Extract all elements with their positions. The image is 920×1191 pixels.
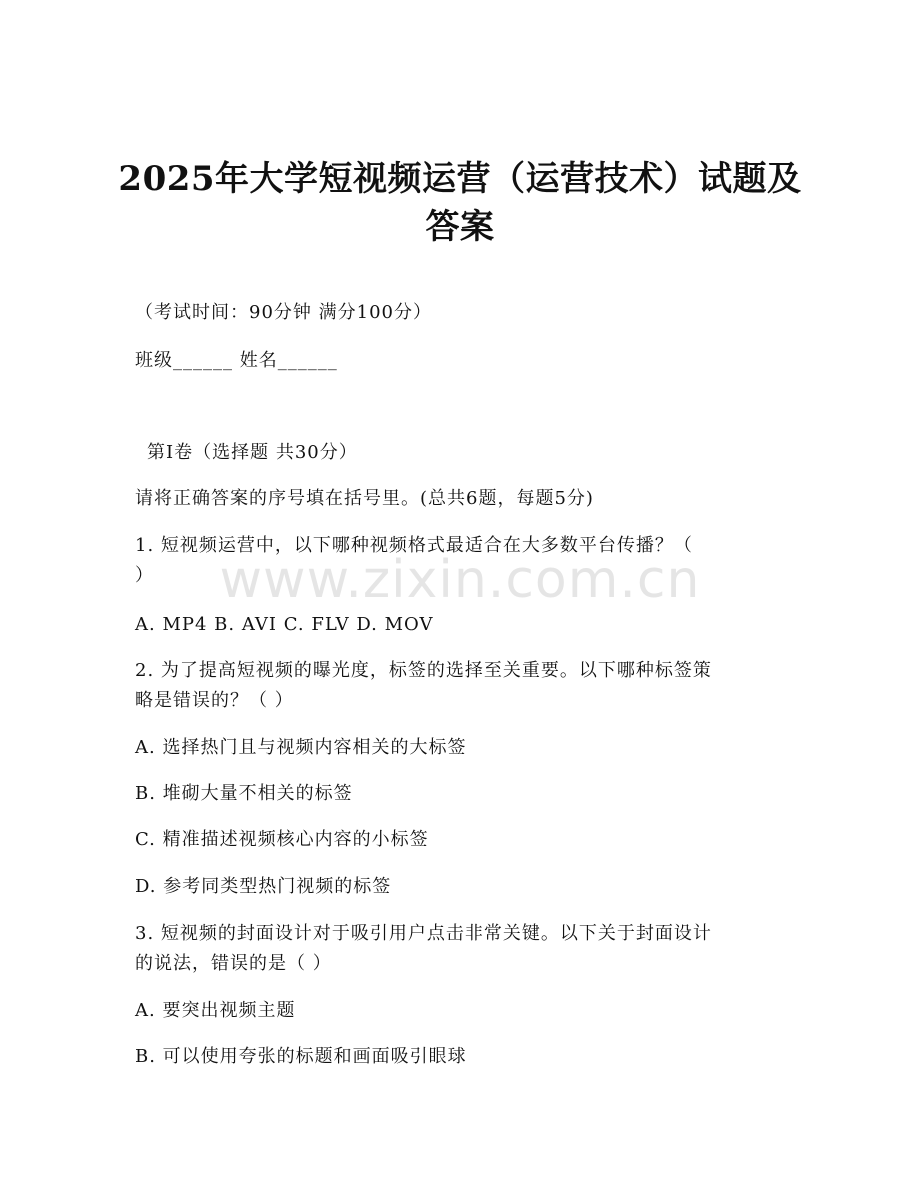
question-2-option-d: D. 参考同类型热门视频的标签 xyxy=(135,876,392,897)
question-3-stem: 3. 短视频的封面设计对于吸引用户点击非常关键。以下关于封面设计 xyxy=(135,923,712,944)
document-title-line-2: 答案 xyxy=(425,207,495,247)
instruction: 请将正确答案的序号填在括号里。(总共6题，每题5分) xyxy=(135,488,594,509)
question-1-stem-cont: ） xyxy=(135,565,154,586)
question-2-stem-cont: 略是错误的？（ ） xyxy=(135,690,294,711)
question-2-option-a: A. 选择热门且与视频内容相关的大标签 xyxy=(135,737,467,758)
watermark: www.zixin.com.cn xyxy=(219,550,701,610)
question-3-stem-cont: 的说法，错误的是（ ） xyxy=(135,953,332,974)
exam-info: （考试时间：90分钟 满分100分） xyxy=(135,302,432,323)
section-header: 第Ⅰ卷（选择题 共30分） xyxy=(147,442,358,463)
question-2-stem: 2. 为了提高短视频的曝光度，标签的选择至关重要。以下哪种标签策 xyxy=(135,660,712,681)
document-title-line-1: 2025年大学短视频运营（运营技术）试题及 xyxy=(118,159,802,199)
question-3-option-b: B. 可以使用夸张的标题和画面吸引眼球 xyxy=(135,1046,467,1067)
student-info: 班级______ 姓名______ xyxy=(135,350,338,371)
question-1-options: A. MP4 B. AVI C. FLV D. MOV xyxy=(135,614,434,635)
question-2-option-c: C. 精准描述视频核心内容的小标签 xyxy=(135,829,429,850)
question-1-stem: 1. 短视频运营中，以下哪种视频格式最适合在大多数平台传播？（ xyxy=(135,535,693,556)
question-2-option-b: B. 堆砌大量不相关的标签 xyxy=(135,783,353,804)
question-3-option-a: A. 要突出视频主题 xyxy=(135,1000,296,1021)
